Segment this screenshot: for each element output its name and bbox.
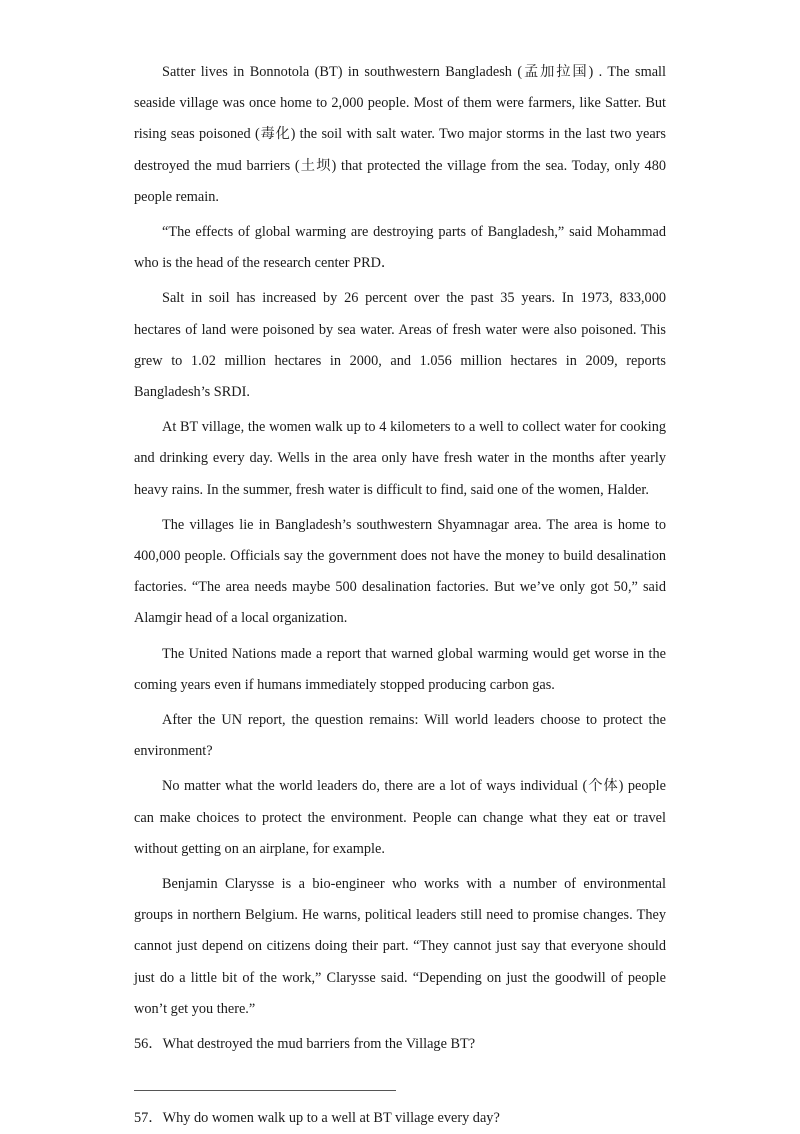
- passage-paragraph: “The effects of global warming are destroying parts of Bangladesh,” said Mohammad who is the head of the research center PRD．: [134, 224, 666, 272]
- passage-paragraph: After the UN report, the question remains: Will world leaders choose to protect the environment?: [134, 712, 666, 760]
- passage-paragraph: Satter lives in Bonnotola (BT) in southwestern Bangladesh (孟加拉国) . The small seaside village was once home to 2,000 people. Most of them were farmers, like Satter. But rising seas poisoned (毒化) the soil with salt water. Two major storms in the last two years destroyed the mud barriers (土坝) that protected the village from the sea. Today, only 480 people remain.: [134, 64, 666, 205]
- passage-paragraph: Salt in soil has increased by 26 percent over the past 35 years. In 1973, 833,000 hectares of land were poisoned by sea water. Areas of fresh water were also poisoned. This grew to 1.02 million hectares in 2000, and 1.056 million hectares in 2009, reports Bangladesh’s SRDI.: [134, 290, 666, 401]
- passage-paragraph: No matter what the world leaders do, there are a lot of ways individual (个体) people can make choices to protect the environment. People can change what they eat or travel without getting on an airplane, for example.: [134, 778, 666, 857]
- passage-paragraph: The villages lie in Bangladesh’s southwestern Shyamnagar area. The area is home to 400,000 people. Officials say the government does not have the money to build desalination factories. “The area needs maybe 500 desalination factories. But we’ve only got 50,” said Alamgir head of a local organization.: [134, 516, 666, 627]
- document-page: [134, 57, 666, 1134]
- passage-paragraph: At BT village, the women walk up to 4 kilometers to a well to collect water for cooking and drinking every day. Wells in the area only have fresh water in the months after yearly heavy rains. In the summer, fresh water is difficult to find, said one of the women, Halder.: [134, 419, 666, 498]
- question-57: 57．Why do women walk up to a well at BT village every day?: [134, 1110, 500, 1127]
- question-56: 56．What destroyed the mud barriers from the Village BT?: [134, 1036, 476, 1053]
- passage-paragraph: The United Nations made a report that warned global warming would get worse in the coming years even if humans immediately stopped producing carbon gas.: [134, 645, 666, 693]
- passage-paragraph: Benjamin Clarysse is a bio-engineer who works with a number of environmental groups in northern Belgium. He warns, political leaders still need to promise changes. They cannot just depend on citizens doing their part. “They cannot just say that everyone should just do a little bit of the work,” Clarysse said. “Depending on just the goodwill of people won’t get you there.”: [134, 876, 666, 1017]
- answer-line[interactable]: [134, 1090, 396, 1091]
